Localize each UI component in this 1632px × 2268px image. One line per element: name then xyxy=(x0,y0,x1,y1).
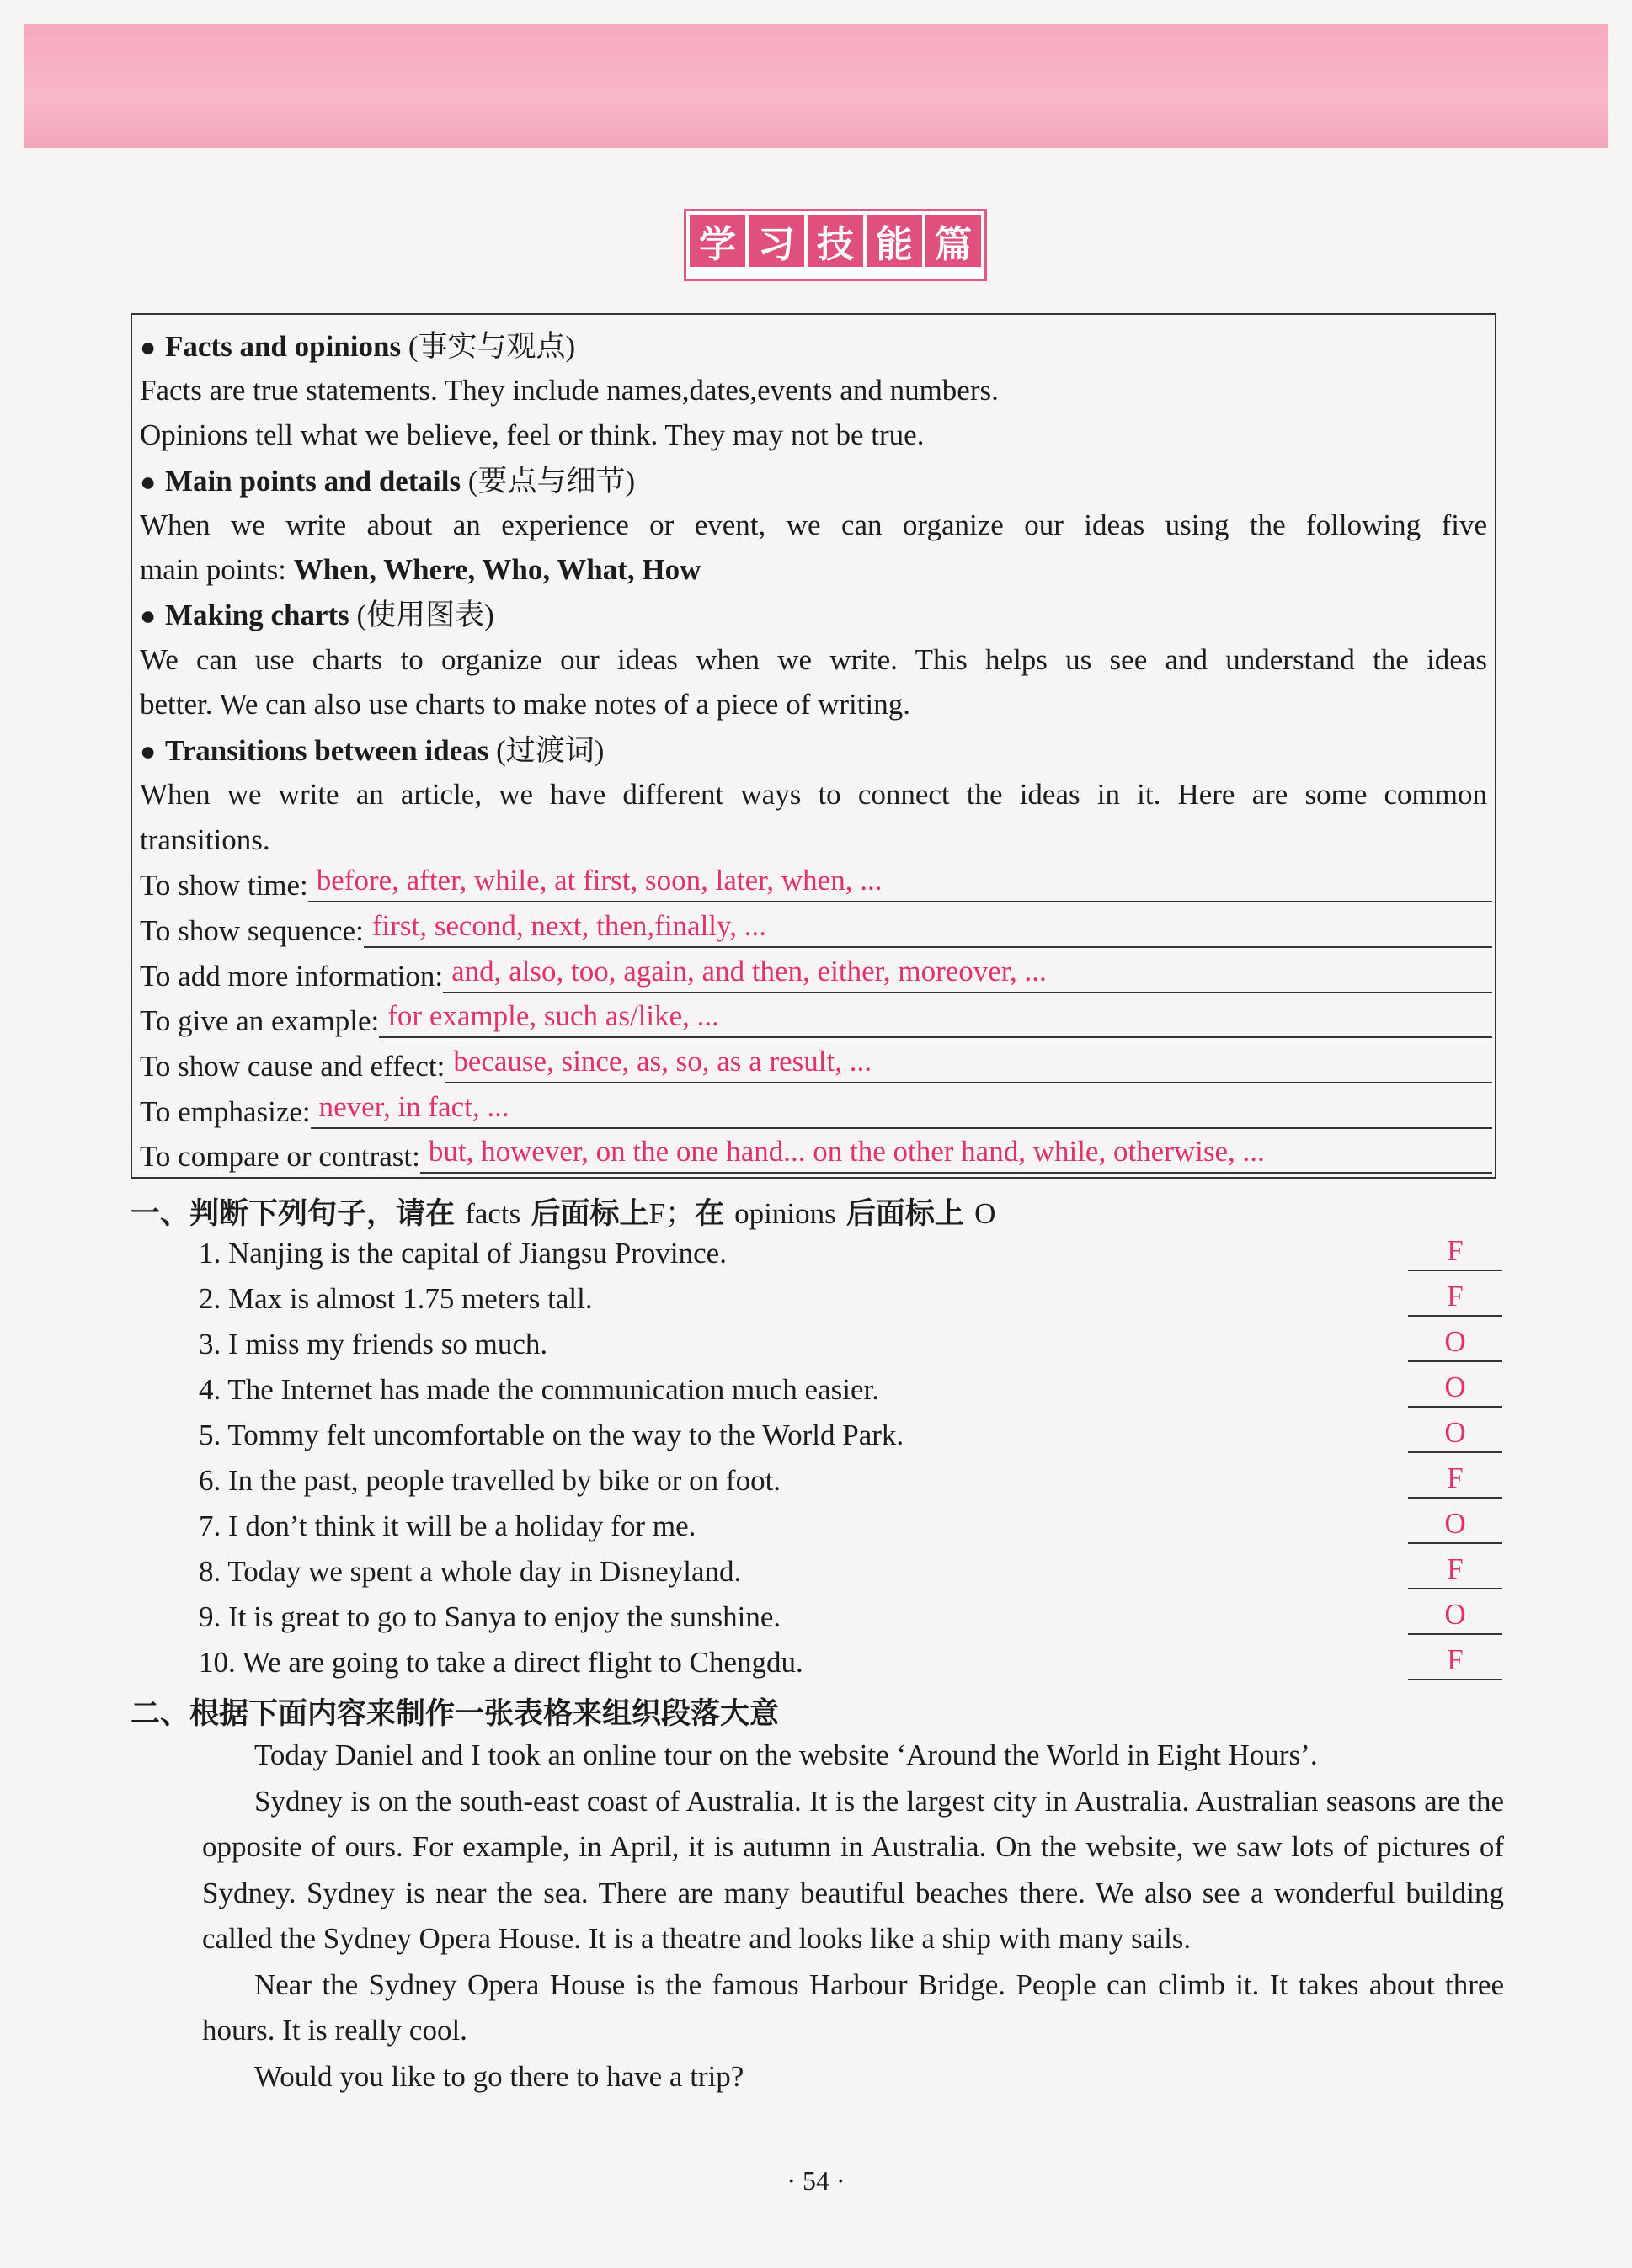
transitions-line: transitions. xyxy=(140,823,270,856)
transition-row: To emphasize: never, in fact, ... xyxy=(140,1095,1492,1134)
bullet-icon: ● xyxy=(140,736,157,766)
transition-row: To give an example: for example, such as/like, ... xyxy=(140,1004,1492,1043)
question-item: 8. Today we spent a whole day in Disneyland. xyxy=(199,1555,742,1588)
transition-row: To add more information: and, also, too, again, and then, either, moreover, ... xyxy=(140,960,1492,998)
question-item: 3. I miss my friends so much. xyxy=(199,1328,548,1360)
reading-passage xyxy=(202,1733,1504,2100)
question-answer: O xyxy=(1408,1369,1502,1408)
section-title-char: 学 xyxy=(690,215,745,267)
charts-line: better. We can also use charts to make notes of a piece of writing. xyxy=(140,688,910,721)
passage-paragraph: Sydney is on the south-east coast of Australia. It is the largest city in Australia. Australian seasons are the opposite of ours. For example, in April, it is autumn in Australia. On the website, we saw lots of pictures of Sydney. Sydney is near the sea. There are many beautiful beaches there. We also see a wonderful building called the Sydney Opera House. It is a theatre and looks like a ship with many sails. xyxy=(202,1784,1504,1955)
header-banner xyxy=(24,24,1608,148)
passage-paragraph: Near the Sydney Opera House is the famous Harbour Bridge. People can climb it. It takes about three hours. It is really cool. xyxy=(202,1967,1504,2047)
question-answer: O xyxy=(1408,1323,1502,1362)
transitions-heading: ● Transitions between ideas (过渡词) xyxy=(140,734,605,767)
section-title-char: 能 xyxy=(867,215,922,267)
question-answer: F xyxy=(1408,1551,1502,1589)
transition-row: To show sequence: first, second, next, then,finally, ... xyxy=(140,914,1492,953)
question-item: 7. I don’t think it will be a holiday for me. xyxy=(199,1509,696,1542)
main-points-heading: ● Main points and details (要点与细节) xyxy=(140,465,636,498)
passage-paragraph: Today Daniel and I took an online tour on the website ‘Around the World in Eight Hours’. xyxy=(254,1738,1318,1771)
section-title-char: 习 xyxy=(749,215,804,267)
main-points-list: main points: When, Where, Who, What, How xyxy=(140,553,701,586)
part1-title: 一、判断下列句子，请在 facts 后面标上F；在 opinions 后面标上 O xyxy=(131,1197,996,1231)
bullet-icon: ● xyxy=(140,332,157,362)
facts-heading: ● Facts and opinions (事实与观点) xyxy=(140,330,576,363)
transition-answer: never, in fact, ... xyxy=(311,1090,1492,1129)
charts-heading: ● Making charts (使用图表) xyxy=(140,599,494,631)
section-title xyxy=(684,209,987,281)
transition-answer: for example, such as/like, ... xyxy=(379,999,1492,1038)
charts-line: We can use charts to organize our ideas when we write. This helps us see and understand the ideas xyxy=(140,643,1487,676)
question-item: 6. In the past, people travelled by bike or on foot. xyxy=(199,1464,781,1497)
question-answer: O xyxy=(1408,1505,1502,1544)
bullet-icon: ● xyxy=(140,600,157,631)
question-answer: F xyxy=(1408,1642,1502,1680)
question-answer: F xyxy=(1408,1460,1502,1499)
question-item: 4. The Internet has made the communication much easier. xyxy=(199,1373,879,1406)
part2-title: 二、根据下面内容来制作一张表格来组织段落大意 xyxy=(131,1697,780,1731)
page-number: · 54 · xyxy=(787,2165,845,2196)
question-item: 5. Tommy felt uncomfortable on the way to the World Park. xyxy=(199,1419,904,1451)
transition-row: To show time: before, after, while, at first, soon, later, when, ... xyxy=(140,869,1492,908)
passage-paragraph: Would you like to go there to have a trip? xyxy=(254,2059,744,2093)
transitions-line: When we write an article, we have different ways to connect the ideas in it. Here are some common xyxy=(140,778,1487,811)
transition-answer: before, after, while, at first, soon, later, when, ... xyxy=(308,864,1492,902)
transition-row: To show cause and effect: because, since, as, so, as a result, ... xyxy=(140,1050,1492,1089)
question-item: 9. It is great to go to Sanya to enjoy the sunshine. xyxy=(199,1600,781,1633)
question-item: 2. Max is almost 1.75 meters tall. xyxy=(199,1282,593,1315)
question-item: 10. We are going to take a direct flight to Chengdu. xyxy=(199,1646,803,1679)
section-title-char: 篇 xyxy=(925,215,981,267)
transition-answer: but, however, on the one hand... on the other hand, while, otherwise, ... xyxy=(420,1135,1492,1174)
facts-line: Facts are true statements. They include names,dates,events and numbers. xyxy=(140,374,999,407)
question-item: 1. Nanjing is the capital of Jiangsu Province. xyxy=(199,1237,727,1270)
question-answer: F xyxy=(1408,1278,1502,1317)
bullet-icon: ● xyxy=(140,466,157,497)
main-points-line: When we write about an experience or event, we can organize our ideas using the following five xyxy=(140,508,1487,541)
transition-answer: because, since, as, so, as a result, ... xyxy=(445,1045,1492,1083)
question-answer: O xyxy=(1408,1596,1502,1635)
question-answer: F xyxy=(1408,1232,1502,1271)
opinions-line: Opinions tell what we believe, feel or think. They may not be true. xyxy=(140,418,925,451)
transition-answer: and, also, too, again, and then, either, moreover, ... xyxy=(443,955,1492,993)
transition-row: To compare or contrast: but, however, on the one hand... on the other hand, while, otherwise, ... xyxy=(140,1140,1492,1179)
section-title-char: 技 xyxy=(808,215,863,267)
transition-answer: first, second, next, then,finally, ... xyxy=(364,909,1492,948)
question-answer: O xyxy=(1408,1414,1502,1453)
